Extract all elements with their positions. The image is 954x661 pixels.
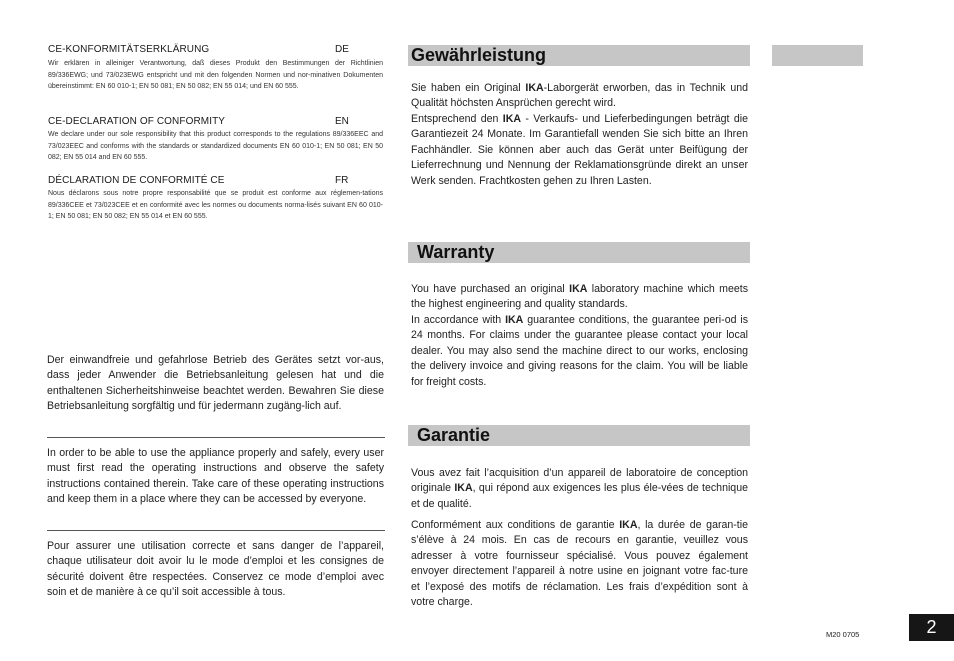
heading-bar-gewaehrleistung — [408, 45, 750, 66]
garantie-paragraph-1: Vous avez fait l’acquisition d’un appareil de laboratoire de conception originale IKA, qui répond aux exigences les plus éle-vées de technique et de qualité. — [411, 467, 748, 510]
ce-fr-body: Nous déclarons sous notre propre responsabilité que se produit est conforme aux réglemen-tations 89/336CEE et 73/023CEE et en conformité avec les normes ou documents norma-lisés suivant EN 60 010-1; EN 50 081; EN 50 082; EN 55 014 et EN 60 555. — [48, 190, 383, 220]
gewaehr-paragraph-1: Sie haben ein Original IKA-Laborgerät erworben, das in Technik und Qualität höchsten Ansprüchen gerecht wird. — [411, 82, 748, 110]
heading-bar-warranty — [408, 242, 750, 263]
brand-name: IKA — [505, 314, 524, 326]
safety-fr: Pour assurer une utilisation correcte et sans danger de l’appareil, chaque utilisateur doit avoir lu le mode d’emploi et les consignes de sécurité doivent être respectées. Conservez ce mode d’emploi avec soin et de manière à ce qu’il soit accessible à tous. — [47, 540, 384, 599]
safety-en: In order to be able to use the appliance properly and safely, every user must first read the operating instructions and observe the safety instructions contained therein. Take care of these operating instructions and keep them in a place where they can be accessed by everyone. — [47, 447, 384, 506]
brand-name: IKA — [454, 482, 473, 495]
ce-en-title: CE-DECLARATION OF CONFORMITY — [48, 116, 226, 127]
ce-fr-code: FR — [335, 175, 349, 186]
section-title-garantie: Garantie — [417, 425, 491, 445]
section-title-gewaehrleistung: Gewährleistung — [411, 45, 547, 65]
garantie-paragraph-2: Conformément aux conditions de garantie IKA, la durée de garan-tie s’élève à 24 mois. En cas de recours en garantie, veuillez vous adresser à votre fournisseur spécialisé. Vous pouvez également envoyer directement l’appareil à notre usine en joignant votre fac-ture et l’exposé des motifs de réclamation. Les frais d’expédition sont à votre charge. — [411, 519, 748, 609]
heading-bar-garantie — [408, 425, 750, 446]
warranty-paragraph-1: You have purchased an original IKA laboratory machine which meets the highest engineering and quality standards. — [411, 283, 748, 311]
ce-en-body: We declare under our sole responsibility that this product corresponds to the regulations 89/336EEC and 73/023EEC and conforms with the standards or standardized documents EN 60 010-1; EN 50 081; EN 50 082; EN 55 014 and EN 60 555. — [48, 131, 383, 161]
doc-code: M20 0705 — [826, 630, 860, 639]
section-title-warranty: Warranty — [417, 242, 495, 262]
ce-de-title: CE-KONFORMITÄTSERKLÄRUNG — [48, 44, 210, 55]
divider — [47, 437, 385, 438]
ce-fr-title: DÉCLARATION DE CONFORMITÉ CE — [48, 175, 225, 186]
divider — [47, 530, 385, 531]
ce-de-code: DE — [335, 44, 349, 55]
gewaehr-paragraph-2: Entsprechend den IKA - Verkaufs- und Lieferbedingungen beträgt die Garantiezeit 24 Monate. Im Garantiefall wenden Sie sich bitte an Ihren Fachhändler. Sie können aber auch das Gerät unter Beifügung der Lieferrechnung und Nennung der Reklamationsgründe direkt an unser Werk senden. Frachtkosten gehen zu Ihren Lasten. — [411, 113, 748, 187]
warranty-paragraph-2: In accordance with IKA guarantee conditions, the guarantee peri-od is 24 months. For claims under the guarantee please contact your local dealer. You may also send the machine direct to our works, enclosing the delivery invoice and giving reasons for the claim. You will be liable for freight costs. — [411, 314, 748, 388]
page-number: 2 — [909, 614, 954, 641]
ce-en-code: EN — [335, 116, 349, 127]
language-tab-blank — [772, 45, 863, 66]
brand-name: IKA — [525, 82, 544, 94]
ce-de-body: Wir erklären in alleiniger Verantwortung, daß dieses Produkt den Bestimmungen der Richtlinien 89/336EWG; und 73/023EWG entspricht und mit den folgenden Normen und nor-minativen Dokumenten übereinstimmt: EN 60 010-1; EN 50 081; EN 50 082; EN 55 014; und EN 60 555. — [48, 60, 383, 90]
brand-name: IKA — [619, 519, 638, 531]
safety-de: Der einwandfreie und gefahrlose Betrieb des Gerätes setzt vor-aus, dass jeder Anwender die Betriebsanleitung gelesen hat und die enthaltenen Sicherheitshinweise beachtet werden. Bewahren Sie diese Betriebsanleitung sorgfältig und für jedermann zugäng-lich auf. — [47, 354, 384, 413]
brand-name: IKA — [502, 113, 522, 125]
brand-name: IKA — [569, 283, 588, 295]
